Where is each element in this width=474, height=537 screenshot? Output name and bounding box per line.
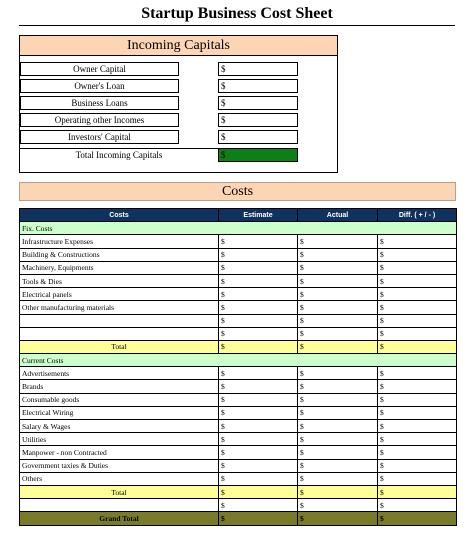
actual-cell[interactable]: $	[298, 314, 378, 327]
diff-cell[interactable]: $	[378, 367, 457, 380]
estimate-cell[interactable]: $	[219, 340, 298, 353]
actual-cell[interactable]: $	[298, 380, 378, 393]
diff-cell[interactable]: $	[378, 314, 457, 327]
cost-item-label[interactable]	[20, 314, 219, 327]
diff-cell[interactable]: $	[378, 288, 457, 301]
cost-item-label[interactable]: Consumable goods	[20, 393, 219, 406]
actual-cell[interactable]: $	[298, 274, 378, 287]
diff-cell[interactable]: $	[378, 433, 457, 446]
cost-item-label[interactable]: Other manufacturing materials	[20, 301, 219, 314]
costs-table-header-row	[20, 209, 457, 222]
estimate-cell[interactable]: $	[219, 499, 298, 512]
diff-cell[interactable]: $	[378, 512, 457, 525]
table-row	[20, 274, 457, 287]
actual-cell[interactable]: $	[298, 248, 378, 261]
diff-cell[interactable]: $	[378, 406, 457, 419]
actual-cell[interactable]: $	[298, 235, 378, 248]
incoming-capitals-panel	[19, 35, 338, 173]
estimate-cell[interactable]: $	[219, 472, 298, 485]
table-row	[20, 314, 457, 327]
section-total-row	[20, 485, 457, 498]
cost-item-label[interactable]: Electrical Wiring	[20, 406, 219, 419]
section-total-label: Total	[20, 485, 219, 498]
diff-cell[interactable]: $	[378, 472, 457, 485]
estimate-cell[interactable]: $	[219, 261, 298, 274]
estimate-cell[interactable]: $	[219, 367, 298, 380]
incoming-label: Investors' Capital	[20, 130, 179, 144]
diff-cell[interactable]: $	[378, 340, 457, 353]
column-header-diff: Diff. ( + / - )	[378, 209, 457, 222]
table-row	[20, 380, 457, 393]
table-row	[20, 367, 457, 380]
diff-cell[interactable]: $	[378, 459, 457, 472]
table-row	[20, 446, 457, 459]
title-divider	[19, 25, 455, 26]
actual-cell[interactable]: $	[298, 446, 378, 459]
cost-item-label[interactable]: Salary & Wages	[20, 420, 219, 433]
section-row	[20, 354, 457, 367]
diff-cell[interactable]: $	[378, 393, 457, 406]
cost-item-label[interactable]: Machinery, Equipments	[20, 261, 219, 274]
column-header-actual: Actual	[298, 209, 378, 222]
costs-table	[19, 208, 457, 526]
actual-cell[interactable]: $	[298, 288, 378, 301]
estimate-cell[interactable]: $	[219, 380, 298, 393]
section-total-label: Total	[20, 340, 219, 353]
actual-cell[interactable]: $	[298, 301, 378, 314]
cost-item-label[interactable]: Manpower - non Contracted	[20, 446, 219, 459]
incoming-value-field[interactable]: $	[218, 79, 298, 93]
actual-cell[interactable]: $	[298, 485, 378, 498]
diff-cell[interactable]: $	[378, 235, 457, 248]
incoming-value-field[interactable]: $	[218, 130, 298, 144]
blank-row	[20, 499, 457, 512]
estimate-cell[interactable]: $	[219, 235, 298, 248]
actual-cell[interactable]: $	[298, 512, 378, 525]
grand-total-label: Grand Total	[20, 512, 219, 525]
estimate-cell[interactable]: $	[219, 512, 298, 525]
actual-cell[interactable]: $	[298, 459, 378, 472]
estimate-cell[interactable]: $	[219, 274, 298, 287]
estimate-cell[interactable]: $	[219, 288, 298, 301]
estimate-cell[interactable]: $	[219, 327, 298, 340]
incoming-total-value[interactable]: $	[218, 148, 298, 162]
blank-cell	[20, 499, 219, 512]
incoming-label: Owner Capital	[20, 62, 179, 76]
incoming-total-label: Total Incoming Capitals	[20, 148, 218, 162]
section-total-row	[20, 340, 457, 353]
diff-cell[interactable]: $	[378, 274, 457, 287]
page-title: Startup Business Cost Sheet	[141, 5, 333, 22]
table-row	[20, 235, 457, 248]
estimate-cell[interactable]: $	[219, 446, 298, 459]
actual-cell[interactable]: $	[298, 340, 378, 353]
estimate-cell[interactable]: $	[219, 248, 298, 261]
cost-item-label[interactable]: Electrical panels	[20, 288, 219, 301]
cost-item-label[interactable]: Government taxies & Duties	[20, 459, 219, 472]
cost-item-label[interactable]	[20, 327, 219, 340]
table-row	[20, 459, 457, 472]
estimate-cell[interactable]: $	[219, 433, 298, 446]
diff-cell[interactable]: $	[378, 446, 457, 459]
actual-cell[interactable]: $	[298, 261, 378, 274]
cost-item-label[interactable]: Building & Constructions	[20, 248, 219, 261]
actual-cell[interactable]: $	[298, 406, 378, 419]
diff-cell[interactable]: $	[378, 261, 457, 274]
actual-cell[interactable]: $	[298, 420, 378, 433]
section-label: Fix. Costs	[20, 222, 457, 235]
section-label: Current Costs	[20, 354, 457, 367]
table-row	[20, 248, 457, 261]
actual-cell[interactable]: $	[298, 472, 378, 485]
incoming-value-field[interactable]: $	[218, 62, 298, 76]
estimate-cell[interactable]: $	[219, 459, 298, 472]
table-row	[20, 472, 457, 485]
grand-total-row	[20, 512, 457, 525]
diff-cell[interactable]: $	[378, 327, 457, 340]
estimate-cell[interactable]: $	[219, 420, 298, 433]
incoming-capitals-header: Incoming Capitals	[20, 36, 337, 56]
actual-cell[interactable]: $	[298, 499, 378, 512]
cost-item-label[interactable]: Infrastructure Expenses	[20, 235, 219, 248]
incoming-label: Business Loans	[20, 96, 179, 110]
diff-cell[interactable]: $	[378, 420, 457, 433]
section-row	[20, 222, 457, 235]
table-row	[20, 261, 457, 274]
diff-cell[interactable]: $	[378, 248, 457, 261]
estimate-cell[interactable]: $	[219, 406, 298, 419]
estimate-cell[interactable]: $	[219, 301, 298, 314]
costs-header: Costs	[19, 182, 456, 201]
cost-item-label[interactable]: Others	[20, 472, 219, 485]
diff-cell[interactable]: $	[378, 380, 457, 393]
diff-cell[interactable]: $	[378, 301, 457, 314]
estimate-cell[interactable]: $	[219, 314, 298, 327]
actual-cell[interactable]: $	[298, 367, 378, 380]
cost-item-label[interactable]: Tools & Dies	[20, 274, 219, 287]
column-header-estimate: Estimate	[219, 209, 298, 222]
table-row	[20, 327, 457, 340]
costs-table-body	[20, 222, 457, 525]
incoming-label: Operating other Incomes	[20, 113, 179, 127]
column-header-costs: Costs	[20, 209, 219, 222]
actual-cell[interactable]: $	[298, 393, 378, 406]
table-row	[20, 433, 457, 446]
table-row	[20, 406, 457, 419]
cost-item-label[interactable]: Brands	[20, 380, 219, 393]
cost-item-label[interactable]: Utilities	[20, 433, 219, 446]
actual-cell[interactable]: $	[298, 433, 378, 446]
diff-cell[interactable]: $	[378, 485, 457, 498]
estimate-cell[interactable]: $	[219, 393, 298, 406]
estimate-cell[interactable]: $	[219, 485, 298, 498]
diff-cell[interactable]: $	[378, 499, 457, 512]
table-row	[20, 301, 457, 314]
actual-cell[interactable]: $	[298, 327, 378, 340]
incoming-label: Owner's Loan	[20, 79, 179, 93]
table-row	[20, 393, 457, 406]
incoming-value-field[interactable]: $	[218, 96, 298, 110]
table-row	[20, 420, 457, 433]
table-row	[20, 288, 457, 301]
cost-item-label[interactable]: Advertisements	[20, 367, 219, 380]
incoming-value-field[interactable]: $	[218, 113, 298, 127]
